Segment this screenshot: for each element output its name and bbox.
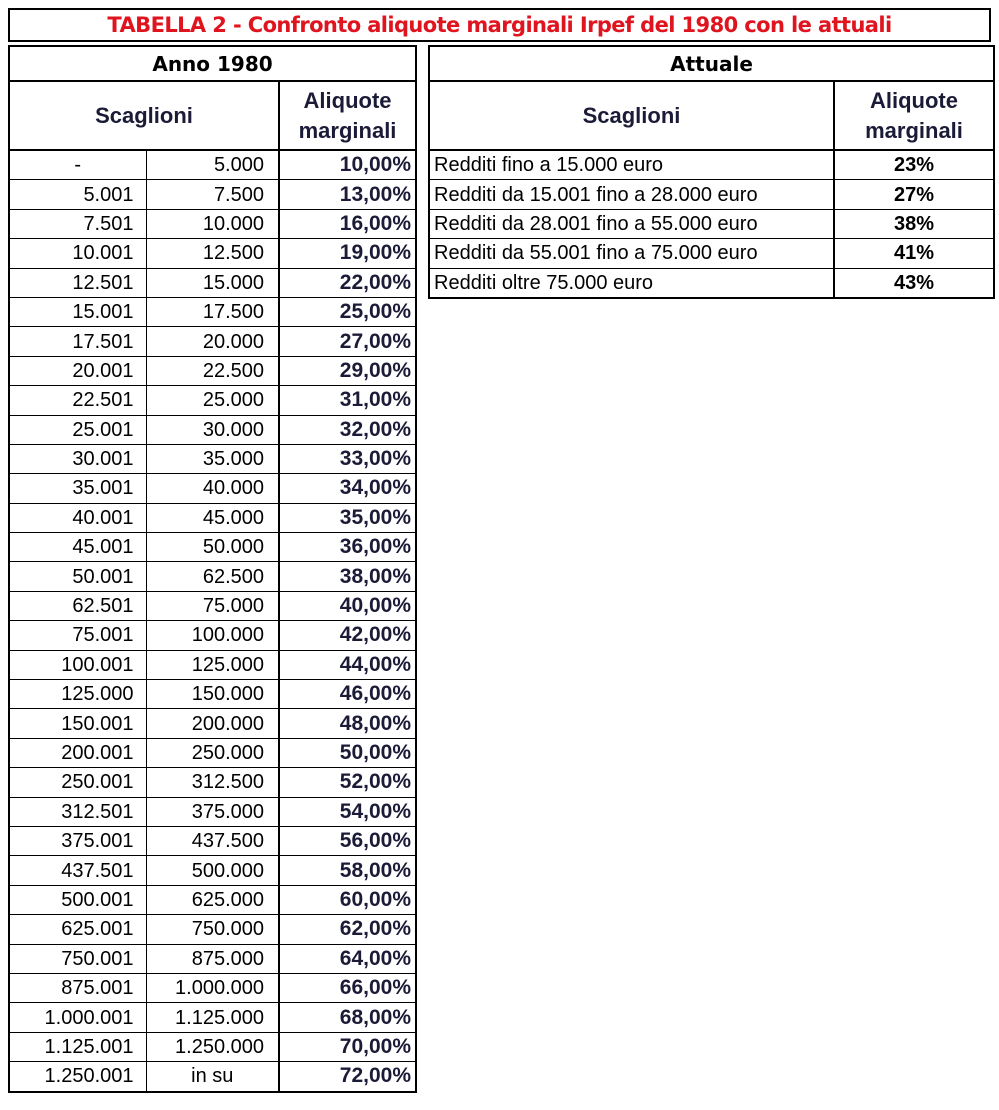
rate-cell: 29,00%: [279, 356, 416, 385]
bracket-to-cell: 75.000: [146, 591, 279, 620]
bracket-from-cell: 312.501: [9, 797, 146, 826]
bracket-to-cell: 200.000: [146, 709, 279, 738]
table-row: [429, 180, 994, 209]
bracket-from-cell: 5.001: [9, 180, 146, 209]
column-header-brackets: Scaglioni: [9, 81, 279, 150]
table-row: [9, 885, 416, 914]
bracket-to-cell: 1.000.000: [146, 973, 279, 1002]
rate-cell: 60,00%: [279, 885, 416, 914]
bracket-from-cell: 875.001: [9, 973, 146, 1002]
bracket-description-cell: Redditi da 15.001 fino a 28.000 euro: [429, 180, 834, 209]
bracket-to-cell: 375.000: [146, 797, 279, 826]
table-row: [9, 297, 416, 326]
rate-cell: 40,00%: [279, 591, 416, 620]
column-header-brackets: Scaglioni: [429, 81, 834, 150]
bracket-to-cell: 10.000: [146, 209, 279, 238]
bracket-description-cell: Redditi fino a 15.000 euro: [429, 150, 834, 180]
bracket-from-cell: 45.001: [9, 533, 146, 562]
bracket-from-cell: 35.001: [9, 474, 146, 503]
bracket-to-cell: 5.000: [146, 150, 279, 180]
bracket-from-cell: 7.501: [9, 209, 146, 238]
rate-cell: 22,00%: [279, 268, 416, 297]
table-row: [9, 180, 416, 209]
bracket-to-cell: 17.500: [146, 297, 279, 326]
bracket-to-cell: 40.000: [146, 474, 279, 503]
bracket-to-cell: 12.500: [146, 239, 279, 268]
bracket-from-cell: 62.501: [9, 591, 146, 620]
rate-cell: 25,00%: [279, 297, 416, 326]
table-title: TABELLA 2 - Confronto aliquote marginali Irpef del 1980 con le attuali: [8, 8, 991, 42]
rate-cell: 66,00%: [279, 973, 416, 1002]
rate-cell: 33,00%: [279, 444, 416, 473]
table-row: [9, 415, 416, 444]
bracket-from-cell: 750.001: [9, 944, 146, 973]
table-row: [9, 562, 416, 591]
rate-cell: 56,00%: [279, 826, 416, 855]
bracket-to-cell: 437.500: [146, 826, 279, 855]
rate-cell: 54,00%: [279, 797, 416, 826]
rate-cell: 42,00%: [279, 621, 416, 650]
bracket-from-cell: 1.250.001: [9, 1062, 146, 1092]
column-header-rates-line1: Aliquote: [870, 87, 958, 113]
bracket-from-cell: 12.501: [9, 268, 146, 297]
bracket-from-cell: 250.001: [9, 768, 146, 797]
rate-cell: 68,00%: [279, 1003, 416, 1032]
rate-cell: 27%: [834, 180, 994, 209]
column-header-rates: [834, 81, 994, 150]
bracket-to-cell: 30.000: [146, 415, 279, 444]
bracket-description-cell: Redditi da 28.001 fino a 55.000 euro: [429, 209, 834, 238]
bracket-to-cell: 312.500: [146, 768, 279, 797]
rate-cell: 19,00%: [279, 239, 416, 268]
rate-cell: 38,00%: [279, 562, 416, 591]
bracket-from-cell: 100.001: [9, 650, 146, 679]
table-row: [9, 533, 416, 562]
table-row: [9, 680, 416, 709]
bracket-from-cell: 200.001: [9, 738, 146, 767]
bracket-from-cell: 1.000.001: [9, 1003, 146, 1032]
table-row: [9, 915, 416, 944]
table-row: [9, 1003, 416, 1032]
rate-cell: 64,00%: [279, 944, 416, 973]
bracket-from-cell: 50.001: [9, 562, 146, 591]
table-row: [9, 621, 416, 650]
bracket-to-cell: 1.250.000: [146, 1032, 279, 1061]
section-header-attuale: Attuale: [429, 46, 994, 81]
table-attuale-body: [429, 150, 994, 298]
rate-cell: 44,00%: [279, 650, 416, 679]
bracket-to-cell: 1.125.000: [146, 1003, 279, 1032]
table-row: [9, 503, 416, 532]
bracket-to-cell: 250.000: [146, 738, 279, 767]
rate-cell: 41%: [834, 239, 994, 268]
table-row: [9, 944, 416, 973]
bracket-to-cell: 125.000: [146, 650, 279, 679]
bracket-from-cell: 22.501: [9, 386, 146, 415]
bracket-from-cell: 125.000: [9, 680, 146, 709]
bracket-description-cell: Redditi da 55.001 fino a 75.000 euro: [429, 239, 834, 268]
bracket-from-cell: 625.001: [9, 915, 146, 944]
table-1980-body: [9, 150, 416, 1092]
bracket-from-cell: 10.001: [9, 239, 146, 268]
bracket-from-cell: 17.501: [9, 327, 146, 356]
rate-cell: 16,00%: [279, 209, 416, 238]
column-header-rates: [279, 81, 416, 150]
table-row: [9, 973, 416, 1002]
bracket-to-cell: 100.000: [146, 621, 279, 650]
table-row: [9, 239, 416, 268]
bracket-from-cell: 25.001: [9, 415, 146, 444]
rate-cell: 36,00%: [279, 533, 416, 562]
table-row: [9, 797, 416, 826]
table-row: [9, 1062, 416, 1092]
bracket-from-cell: 30.001: [9, 444, 146, 473]
bracket-to-cell: 45.000: [146, 503, 279, 532]
bracket-to-cell: 62.500: [146, 562, 279, 591]
rate-cell: 10,00%: [279, 150, 416, 180]
bracket-to-cell: 150.000: [146, 680, 279, 709]
bracket-to-cell: 25.000: [146, 386, 279, 415]
table-row: [9, 738, 416, 767]
rate-cell: 32,00%: [279, 415, 416, 444]
rate-cell: 62,00%: [279, 915, 416, 944]
table-row: [429, 150, 994, 180]
rate-cell: 46,00%: [279, 680, 416, 709]
bracket-to-cell: in su: [146, 1062, 279, 1092]
table-attuale: [428, 45, 995, 299]
rate-cell: 52,00%: [279, 768, 416, 797]
table-row: [9, 856, 416, 885]
bracket-description-cell: Redditi oltre 75.000 euro: [429, 268, 834, 298]
table-1980: [8, 45, 417, 1093]
table-row: [9, 356, 416, 385]
table-row: [9, 444, 416, 473]
table-row: [9, 327, 416, 356]
rate-cell: 35,00%: [279, 503, 416, 532]
rate-cell: 70,00%: [279, 1032, 416, 1061]
rate-cell: 34,00%: [279, 474, 416, 503]
bracket-to-cell: 750.000: [146, 915, 279, 944]
table-row: [9, 268, 416, 297]
table-row: [9, 826, 416, 855]
table-row: [9, 709, 416, 738]
table-row: [9, 386, 416, 415]
bracket-from-cell: 150.001: [9, 709, 146, 738]
bracket-to-cell: 50.000: [146, 533, 279, 562]
table-row: [9, 209, 416, 238]
rate-cell: 50,00%: [279, 738, 416, 767]
table-row: [9, 150, 416, 180]
table-row: [9, 474, 416, 503]
rate-cell: 43%: [834, 268, 994, 298]
rate-cell: 23%: [834, 150, 994, 180]
table-row: [9, 768, 416, 797]
table-row: [9, 650, 416, 679]
bracket-from-cell: 437.501: [9, 856, 146, 885]
bracket-from-cell: 40.001: [9, 503, 146, 532]
bracket-to-cell: 20.000: [146, 327, 279, 356]
bracket-to-cell: 7.500: [146, 180, 279, 209]
bracket-from-cell: 20.001: [9, 356, 146, 385]
column-header-rates-line1: Aliquote: [303, 87, 392, 113]
table-row: [429, 268, 994, 298]
rate-cell: 48,00%: [279, 709, 416, 738]
bracket-to-cell: 500.000: [146, 856, 279, 885]
bracket-from-cell: 375.001: [9, 826, 146, 855]
bracket-to-cell: 625.000: [146, 885, 279, 914]
rate-cell: 38%: [834, 209, 994, 238]
rate-cell: 31,00%: [279, 386, 416, 415]
table-row: [429, 209, 994, 238]
bracket-to-cell: 875.000: [146, 944, 279, 973]
bracket-from-cell: 1.125.001: [9, 1032, 146, 1061]
table-row: [429, 239, 994, 268]
bracket-from-cell: 500.001: [9, 885, 146, 914]
rate-cell: 27,00%: [279, 327, 416, 356]
table-row: [9, 591, 416, 620]
column-header-rates-line2: marginali: [298, 117, 397, 143]
bracket-from-cell: -: [9, 150, 146, 180]
bracket-from-cell: 15.001: [9, 297, 146, 326]
bracket-to-cell: 15.000: [146, 268, 279, 297]
section-header-1980: Anno 1980: [9, 46, 416, 81]
rate-cell: 58,00%: [279, 856, 416, 885]
bracket-to-cell: 22.500: [146, 356, 279, 385]
bracket-from-cell: 75.001: [9, 621, 146, 650]
bracket-to-cell: 35.000: [146, 444, 279, 473]
rate-cell: 72,00%: [279, 1062, 416, 1092]
table-row: [9, 1032, 416, 1061]
column-header-rates-line2: marginali: [865, 117, 963, 143]
rate-cell: 13,00%: [279, 180, 416, 209]
